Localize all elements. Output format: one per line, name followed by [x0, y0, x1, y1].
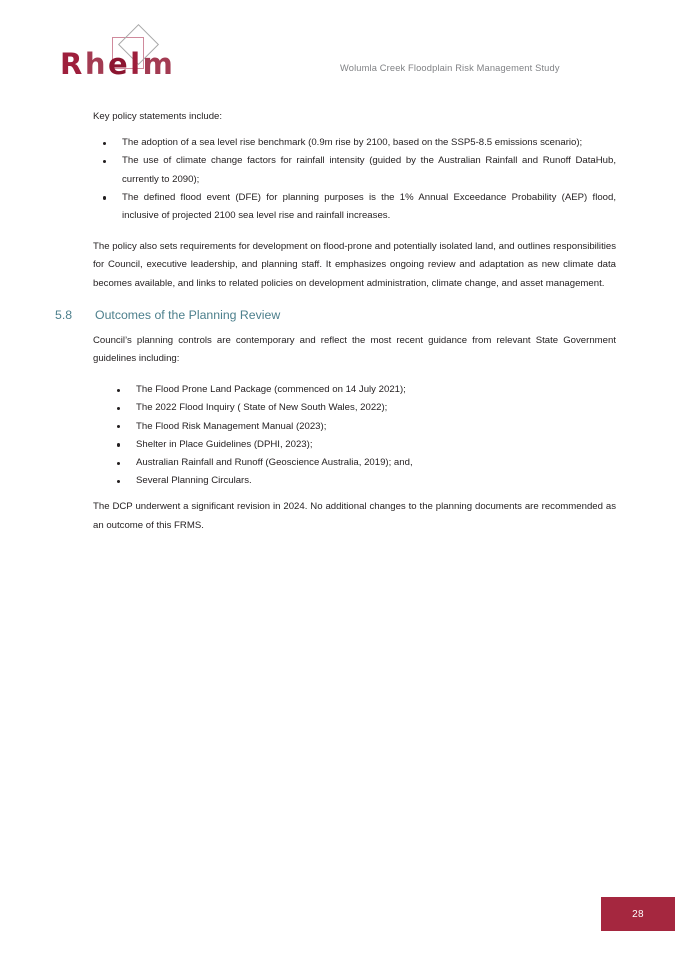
spacer: [93, 324, 616, 332]
policy-paragraph: The policy also sets requirements for development on flood-prone and potentially isolated land, and outlines responsibilities for Council, executive leadership, and planning staff. It emphasizes ongoing review and adaptation as new climate data becomes available, and links to related policies on development administration, climate change, and asset management.: [93, 241, 616, 289]
bullet-dot-icon: [117, 480, 120, 483]
policy-intro-line: Key policy statements include:: [93, 111, 223, 122]
spacer: [93, 368, 616, 381]
document-header-title: Wolumla Creek Floodplain Risk Management Study: [340, 63, 560, 73]
bullet-dot-icon: [103, 160, 106, 163]
policy-bullet-list: [93, 134, 616, 225]
logo-letter-m: m: [142, 47, 176, 81]
page-number: 28: [632, 908, 644, 920]
list-item-text: The adoption of a sea level rise benchmark (0.9m rise by 2100, based on the SSP5-8.5 emissions scenario);: [122, 137, 583, 149]
list-item: [107, 418, 616, 436]
guideline-bullet-list: [107, 381, 616, 490]
bullet-dot-icon: [117, 389, 120, 392]
bullet-dot-icon: [117, 407, 120, 410]
list-item: [107, 472, 616, 490]
list-item-text: Shelter in Place Guidelines (DPHI, 2023);: [136, 438, 313, 450]
list-item: [107, 399, 616, 417]
footer-page-number-block: [601, 897, 675, 931]
bullet-dot-icon: [103, 142, 106, 145]
list-item-text: The use of climate change factors for rainfall intensity (guided by the Australian Rainfall and Runoff DataHub, currently to 2090);: [122, 155, 616, 185]
list-item: [93, 152, 616, 188]
spacer: [93, 293, 616, 306]
list-item-text: The Flood Risk Management Manual (2023);: [136, 420, 327, 432]
logo-letter-h: h: [84, 47, 108, 81]
bullet-dot-icon: [117, 462, 120, 465]
list-item-text: The defined flood event (DFE) for planning purposes is the 1% Annual Exceedance Probability (AEP) flood, inclusive of projected 2100 sea level rise and rainfall increases.: [122, 191, 616, 222]
logo-letter-e: e: [108, 47, 131, 81]
list-item-text: Several Planning Circulars.: [136, 475, 252, 487]
list-item-text: The Flood Prone Land Package (commenced on 14 July 2021);: [136, 384, 406, 396]
bullet-dot-icon: [117, 443, 120, 446]
list-item-text: The 2022 Flood Inquiry ( State of New South Wales, 2022);: [136, 402, 388, 414]
list-item-text: Australian Rainfall and Runoff (Geoscience Australia, 2019); and,: [136, 457, 413, 469]
section-heading-5-8: [55, 306, 616, 324]
page-content: [55, 108, 616, 535]
bullet-dot-icon: [117, 425, 120, 428]
section-title: Outcomes of the Planning Review: [95, 307, 281, 322]
list-item: [93, 189, 616, 225]
page-header: [0, 0, 675, 100]
spacer: [93, 225, 616, 238]
logo-letter-r: R: [60, 47, 85, 81]
list-item: [107, 454, 616, 472]
logo-letter-l: l: [130, 47, 143, 81]
logo-wordmark: [60, 48, 175, 80]
closing-paragraph: The DCP underwent a significant revision in 2024. No additional changes to the planning documents are recommended as an outcome of this FRMS.: [93, 501, 616, 531]
section-number: 5.8: [55, 307, 73, 322]
section-intro-paragraph: Council’s planning controls are contemporary and reflect the most recent guidance from relevant State Government guidelines including:: [93, 334, 616, 365]
list-item: [93, 134, 616, 152]
spacer: [93, 126, 616, 134]
bullet-dot-icon: [103, 196, 106, 199]
spacer: [93, 490, 616, 498]
list-item: [107, 436, 616, 454]
list-item: [107, 381, 616, 399]
rhelm-logo: [60, 28, 180, 80]
